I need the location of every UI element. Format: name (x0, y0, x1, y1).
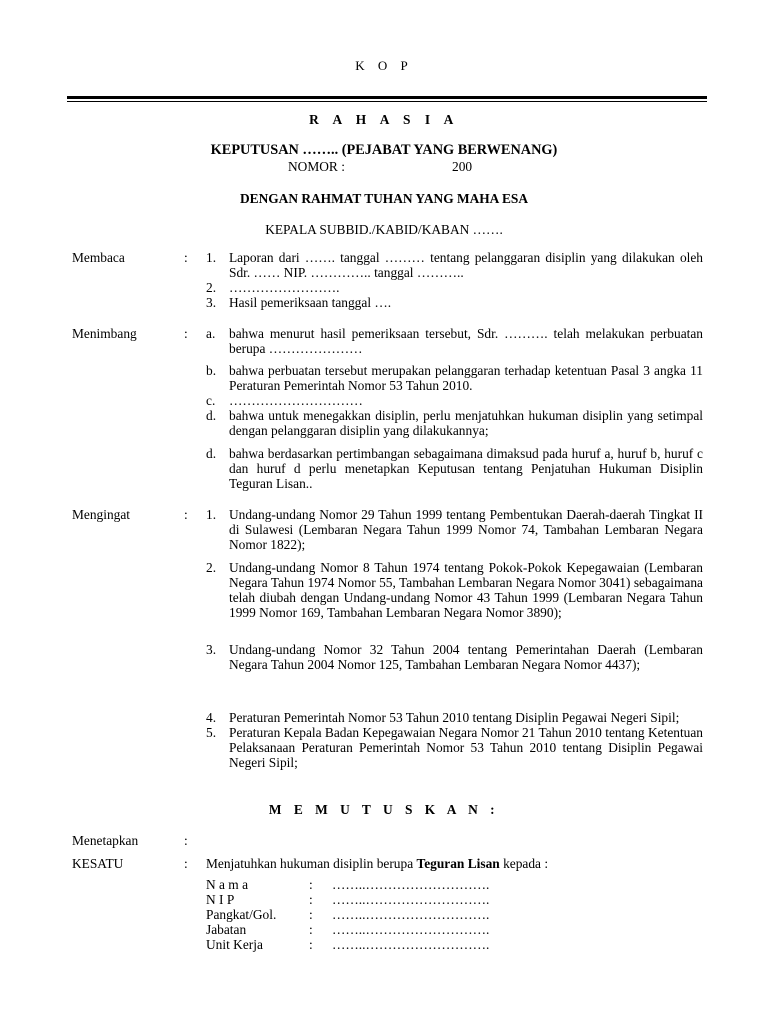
mengingat-colon: : (184, 507, 188, 522)
menimbang-text-c: ………………………… (229, 393, 363, 408)
mengingat-text-2: Undang-undang Nomor 8 Tahun 1974 tentang Pokok-Pokok Kepegawaian (Lembaran Negara Tahun 1974 Nomor 55, Tambahan Lembaran Negara Nomor 3041) sebagaimana telah diubah dengan Undang-undang Nomor 43 Tahun 1999 (Lembaran Negara Tahun 1999 Nomor 169, Tambahan Lembaran Negara Nomor 3890); (229, 560, 703, 620)
decision-heading: M E M U T U S K A N : (268, 802, 500, 817)
mengingat-num-4: 4. (206, 710, 217, 725)
membaca-text-1: Laporan dari ……. tanggal ……… tentang pelanggaran disiplin yang dilakukan oleh Sdr. …… NIP. ………….. tanggal ……….. (229, 250, 703, 280)
menimbang-num-c: c. (206, 393, 216, 408)
menimbang-num-a: a. (206, 326, 216, 341)
menetapkan-label: Menetapkan (72, 833, 139, 848)
field-value-jabatan: ……..………………………. (332, 922, 490, 937)
kesatu-label: KESATU (72, 856, 124, 871)
membaca-label: Membaca (72, 250, 125, 265)
mengingat-num-5: 5. (206, 725, 217, 740)
menimbang-colon: : (184, 326, 188, 341)
nomor-value: 200 (452, 159, 473, 174)
field-value-pangkat: ……..………………………. (332, 907, 490, 922)
field-colon-unit-kerja: : (309, 937, 313, 952)
menimbang-num-e: d. (206, 446, 217, 461)
membaca-text-3: Hasil pemeriksaan tanggal …. (229, 295, 392, 310)
mengingat-text-5: Peraturan Kepala Badan Kepegawaian Negara Nomor 21 Tahun 2010 tentang Ketentuan Pelaksanaan Peraturan Pemerintah Nomor 53 Tahun 2010 tentang Disiplin Pegawai Negeri Sipil; (229, 725, 704, 770)
mengingat-num-3: 3. (206, 642, 217, 657)
kop-header: K O P (355, 58, 413, 73)
kesatu-text-before: Menjatuhkan hukuman disiplin berupa (206, 856, 417, 871)
menimbang-label: Menimbang (72, 326, 137, 341)
field-label-nip: N I P (206, 892, 235, 907)
invocation: DENGAN RAHMAT TUHAN YANG MAHA ESA (239, 191, 529, 206)
membaca-colon: : (184, 250, 188, 265)
mengingat-text-4: Peraturan Pemerintah Nomor 53 Tahun 2010 tentang Disiplin Pegawai Negeri Sipil; (229, 710, 680, 725)
field-label-jabatan: Jabatan (206, 922, 247, 937)
mengingat-num-2: 2. (206, 560, 217, 575)
confidential-label: R A H A S I A (309, 112, 459, 127)
kesatu-text (206, 856, 548, 871)
field-value-unit-kerja: ……..………………………. (332, 937, 490, 952)
field-colon-pangkat: : (309, 907, 313, 922)
field-label-pangkat: Pangkat/Gol. (206, 907, 277, 922)
menimbang-num-d: d. (206, 408, 217, 423)
nomor-label: NOMOR : (288, 159, 345, 174)
document-title: KEPUTUSAN …….. (PEJABAT YANG BERWENANG) (210, 142, 558, 158)
menimbang-text-d: bahwa untuk menegakkan disiplin, perlu menjatuhkan hukuman disiplin yang setimpal dengan pelanggaran disiplin yang dilakukannya; (229, 408, 703, 438)
membaca-num-1: 1. (206, 250, 217, 265)
field-value-nip: ……..………………………. (332, 892, 490, 907)
mengingat-text-1: Undang-undang Nomor 29 Tahun 1999 tentang Pembentukan Daerah-daerah Tingkat II di Sulawesi (Lembaran Negara Tahun 1999 Nomor 74, Tambahan Lembaran Negara Nomor 1822); (229, 507, 703, 552)
issuing-official: KEPALA SUBBID./KABID/KABAN ……. (265, 222, 503, 237)
kesatu-text-bold: Teguran Lisan (416, 856, 500, 871)
mengingat-label: Mengingat (72, 507, 131, 522)
header-rule-thin (67, 101, 707, 102)
field-colon-nama: : (309, 877, 313, 892)
menimbang-num-b: b. (206, 363, 217, 378)
field-colon-jabatan: : (309, 922, 313, 937)
header-rule-thick (67, 96, 707, 99)
field-value-nama: ……..………………………. (332, 877, 490, 892)
membaca-num-2: 2. (206, 280, 217, 295)
kesatu-text-after: kepada : (499, 856, 549, 871)
membaca-text-2: ……………………. (229, 280, 340, 295)
mengingat-num-1: 1. (206, 507, 217, 522)
menimbang-text-e: bahwa berdasarkan pertimbangan sebagaimana dimaksud pada huruf a, huruf b, huruf c dan huruf d perlu menetapkan Keputusan tentang Penjatuhan Hukuman Disiplin Teguran Lisan.. (229, 446, 703, 491)
menetapkan-colon: : (184, 833, 188, 848)
membaca-num-3: 3. (206, 295, 217, 310)
kesatu-colon: : (184, 856, 188, 871)
field-label-unit-kerja: Unit Kerja (206, 937, 263, 952)
mengingat-text-3: Undang-undang Nomor 32 Tahun 2004 tentang Pemerintahan Daerah (Lembaran Negara Tahun 2004 Nomor 125, Tambahan Lembaran Negara Nomor 4437); (229, 642, 703, 672)
menimbang-text-b: bahwa perbuatan tersebut merupakan pelanggaran terhadap ketentuan Pasal 3 angka 11 Peraturan Pemerintah Nomor 53 Tahun 2010. (229, 363, 703, 393)
field-label-nama: N a m a (206, 877, 249, 892)
menimbang-text-a: bahwa menurut hasil pemeriksaan tersebut, Sdr. ………. telah melakukan perbuatan berupa ………………… (229, 326, 703, 356)
field-colon-nip: : (309, 892, 313, 907)
document-number (0, 159, 768, 174)
